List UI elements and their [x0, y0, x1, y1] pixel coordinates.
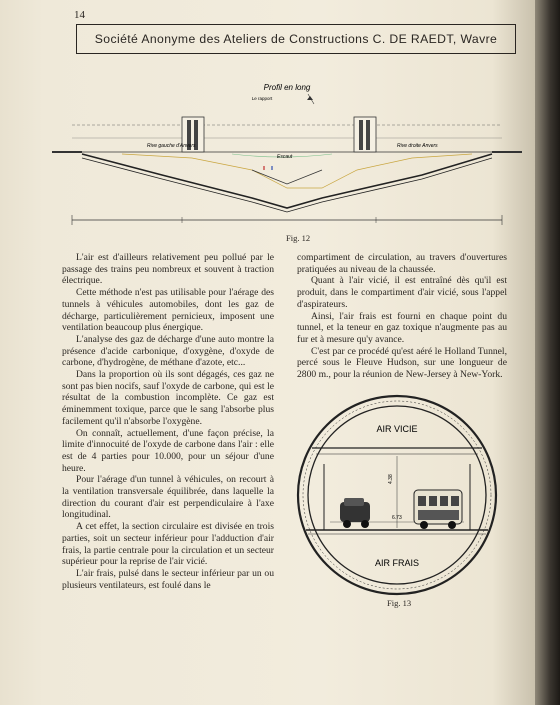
paragraph: Dans la proportion où ils sont dégagés, ces gaz ne sont pas bien nocifs, sauf l'oxyde de carbone, qui est le résultat de la combustion incomplète. Ce gaz est éminemment toxique, parce que le sang l'absorbe plus facilement qu'il n'absorbe l'oxygène. [62, 369, 274, 427]
paragraph: Quant à l'air vicié, il est entraîné dès qu'il est produit, dans le compartiment d'air vicié, sous l'appel d'aspirateurs. [297, 275, 507, 310]
tunnel-cross-section-diagram [294, 394, 500, 596]
car-illustration [340, 498, 370, 528]
bus-illustration [414, 490, 462, 529]
paragraph: A cet effet, la section circulaire est divisée en trois parties, soit un secteur inférieur pour l'adduction d'air frais, la partie centrale pour la circulation et un secteur supérieur pour la reprise de l'air vicié. [62, 521, 274, 568]
paragraph: compartiment de circulation, au travers d'ouvertures pratiquées au niveau de la chaussée. [297, 252, 507, 275]
width-dimension: 6.73 [392, 515, 402, 521]
left-bank-label: Rive gauche d'Anvers [147, 143, 196, 149]
book-spine-shadow [535, 0, 560, 705]
page-number: 14 [74, 9, 85, 21]
right-bank-label: Rive droite Anvers [397, 143, 438, 149]
paragraph: L'air frais, pulsé dans le secteur inférieur par un ou plusieurs ventilateurs, est foulé dans le [62, 567, 274, 591]
channel-label: Escaut [277, 154, 293, 160]
fresh-air-label: AIR FRAIS [374, 558, 420, 568]
profile-subtitle: Le rapport [251, 96, 273, 101]
longitudinal-profile-diagram [52, 80, 522, 230]
profile-title: Profil en long [263, 83, 311, 92]
paragraph: Pour l'aérage d'un tunnel à véhicules, on recourt à la ventilation transversale équilibrée, dans laquelle la direction du courant d'air est perpendiculaire à l'axe longitudinal. [62, 474, 274, 521]
height-dimension: 4.38 [388, 474, 394, 484]
paragraph: Ainsi, l'air frais est fourni en chaque point du tunnel, et la teneur en gaz toxique n'augmente pas au fur et à mesure qu'y avance. [297, 310, 507, 345]
paragraph: Cette méthode n'est pas utilisable pour l'aérage des tunnels à véhicules automobiles, dont les gaz de décharge, particulièrement pernicieux, imposent une ventilation beaucoup plus énergique. [62, 287, 274, 334]
paragraph: On connaît, actuellement, d'une façon précise, la limite d'innocuité de l'oxyde de carbone dans l'air : elle est de 4 parties pour 10.000, pour un séjour d'une heure. [62, 427, 274, 474]
figure-12-caption: Fig. 12 [286, 233, 311, 243]
paragraph: L'air est d'ailleurs relativement peu pollué par le passage des trains peu nombreux et souvent à traction électrique. [62, 252, 274, 287]
page-header: Société Anonyme des Ateliers de Constructions C. DE RAEDT, Wavre [76, 24, 516, 54]
figure-13-caption: Fig. 13 [387, 598, 412, 608]
paragraph: C'est par ce procédé qu'est aéré le Holland Tunnel, percé sous le Fleuve Hudson, sur une longueur de 2800 m., pour la réunion de New-Jersey à New-York. [297, 345, 507, 381]
left-text-column [62, 252, 274, 591]
vitiated-air-label: AIR VICIE [376, 424, 418, 434]
paragraph: L'analyse des gaz de décharge d'une auto montre la présence d'acide carbonique, d'oxygène, d'oxyde de carbone, d'hydrogène, de méthane d'azote, etc... [62, 333, 274, 369]
right-text-column [297, 252, 507, 381]
